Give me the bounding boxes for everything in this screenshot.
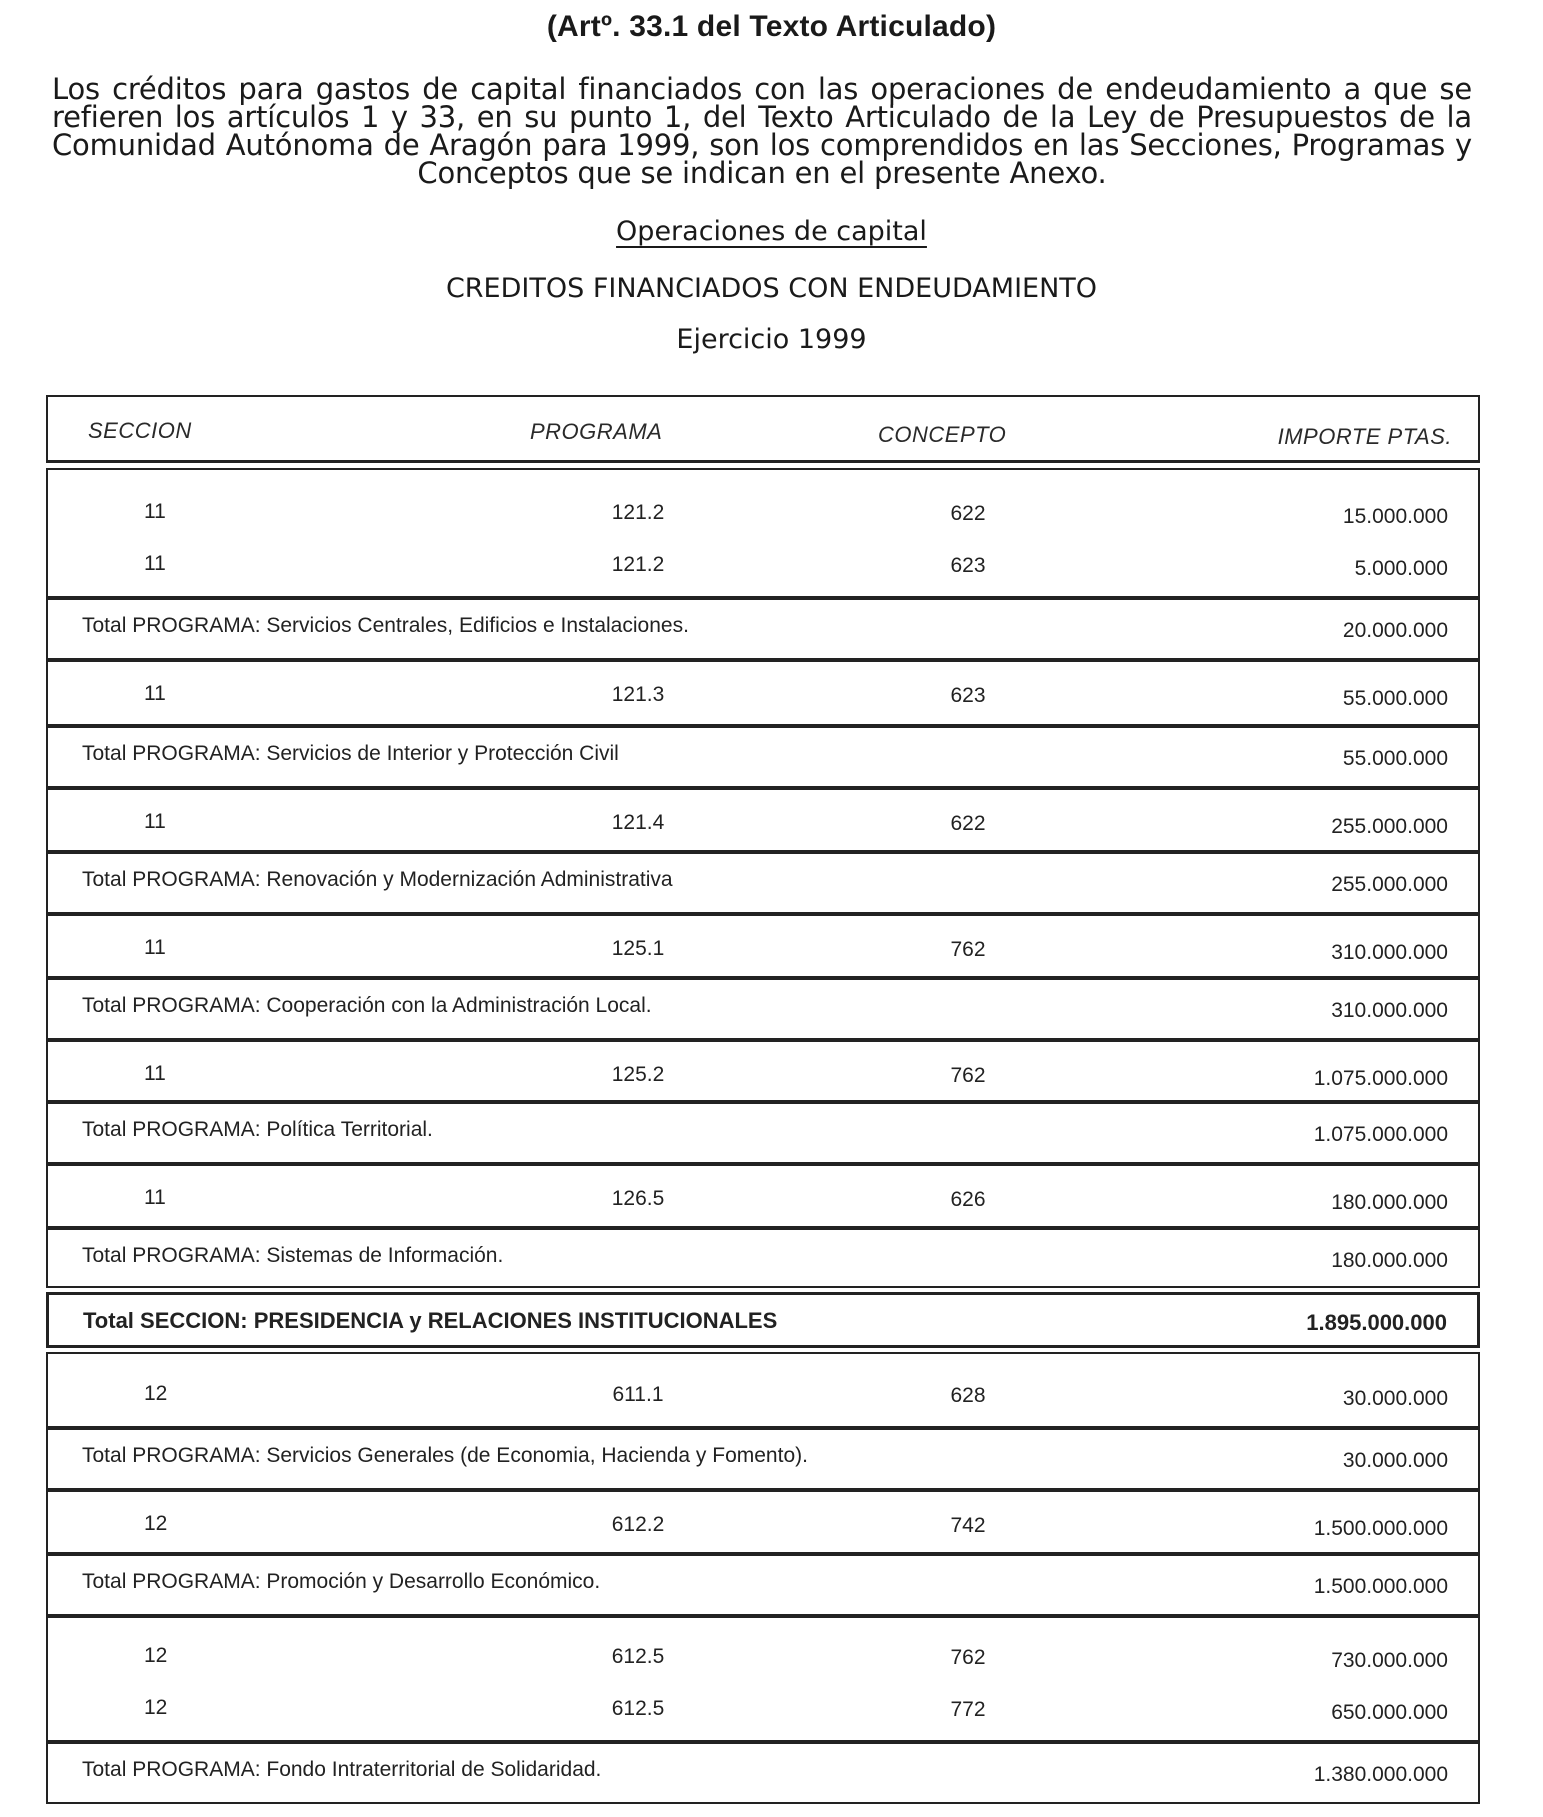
program-detail-block — [46, 788, 1480, 852]
cell-seccion: 11 — [144, 682, 166, 705]
program-detail-block — [46, 1164, 1480, 1228]
operations-title — [0, 216, 1543, 247]
cell-concepto: 623 — [950, 684, 986, 707]
cell-concepto: 742 — [950, 1514, 986, 1537]
cell-programa: 612.2 — [611, 1513, 665, 1536]
program-detail-block — [46, 1040, 1480, 1102]
main-title: CREDITOS FINANCIADOS CON ENDEUDAMIENTO — [445, 273, 1098, 304]
program-detail-block — [46, 914, 1480, 978]
year-title: Ejercicio 1999 — [676, 324, 867, 355]
cell-concepto: 623 — [950, 554, 986, 577]
header-seccion: SECCION — [88, 418, 192, 443]
program-total-label: Total PROGRAMA: Servicios Generales (de Economia, Hacienda y Fomento). — [82, 1444, 808, 1467]
program-total-label: Total PROGRAMA: Servicios de Interior y Protección Civil — [82, 742, 619, 765]
program-total-row — [46, 1228, 1480, 1288]
cell-importe: 5.000.000 — [1354, 557, 1448, 580]
program-total-label: Total PROGRAMA: Sistemas de Información. — [82, 1244, 504, 1267]
program-detail-block — [46, 660, 1480, 726]
cell-seccion: 12 — [144, 1512, 168, 1535]
program-total-row — [46, 726, 1480, 788]
cell-importe: 730.000.000 — [1331, 1649, 1448, 1672]
program-total-importe: 55.000.000 — [1342, 747, 1448, 770]
cell-programa: 121.4 — [611, 811, 665, 834]
program-total-importe: 180.000.000 — [1331, 1249, 1448, 1272]
program-total-importe: 1.380.000.000 — [1313, 1763, 1448, 1786]
cell-seccion: 11 — [144, 1186, 166, 1209]
cell-importe: 1.075.000.000 — [1313, 1067, 1448, 1090]
cell-importe: 310.000.000 — [1331, 941, 1448, 964]
intro-paragraph: Los créditos para gastos de capital financiados con las operaciones de endeudamiento a que se refieren los artículos 1 y 33, en su punto 1, del Texto Articulado de la Ley de Presupuestos de la Comunidad Autónoma de Aragón para 1999, son los comprendidos en las Secciones, Programas y Conceptos que se indican en el presente Anexo. — [52, 72, 1472, 190]
section-total-importe: 1.895.000.000 — [1306, 1310, 1447, 1335]
cell-programa: 121.2 — [611, 501, 665, 524]
program-total-label: Total PROGRAMA: Servicios Centrales, Edificios e Instalaciones. — [82, 614, 689, 637]
program-total-row — [46, 1102, 1480, 1164]
cell-programa: 125.2 — [611, 1063, 665, 1086]
cell-programa: 125.1 — [611, 937, 665, 960]
program-total-label: Total PROGRAMA: Renovación y Modernización Administrativa — [82, 868, 673, 891]
program-total-importe: 20.000.000 — [1342, 619, 1448, 642]
section-total-row — [46, 1292, 1480, 1348]
cell-programa: 612.5 — [611, 1645, 665, 1668]
section-total-label: Total SECCION: PRESIDENCIA y RELACIONES INSTITUCIONALES — [83, 1308, 778, 1333]
header-importe: IMPORTE PTAS. — [1277, 424, 1452, 449]
program-total-importe: 255.000.000 — [1331, 873, 1448, 896]
cell-concepto: 628 — [950, 1384, 986, 1407]
program-total-row — [46, 852, 1480, 914]
table-header — [46, 395, 1480, 463]
cell-importe: 255.000.000 — [1331, 815, 1448, 838]
cell-concepto: 622 — [950, 502, 986, 525]
program-total-row — [46, 1554, 1480, 1616]
cell-concepto: 772 — [950, 1698, 986, 1721]
cell-programa: 126.5 — [611, 1187, 665, 1210]
cell-seccion: 12 — [144, 1696, 168, 1719]
program-detail-block — [46, 468, 1480, 598]
cell-importe: 15.000.000 — [1342, 505, 1448, 528]
program-total-row — [46, 598, 1480, 660]
program-total-label: Total PROGRAMA: Política Territorial. — [82, 1118, 433, 1141]
program-detail-block — [46, 1616, 1480, 1742]
program-total-importe: 310.000.000 — [1331, 999, 1448, 1022]
program-total-label: Total PROGRAMA: Promoción y Desarrollo Económico. — [82, 1570, 601, 1593]
cell-seccion: 11 — [144, 936, 166, 959]
cell-importe: 180.000.000 — [1331, 1191, 1448, 1214]
program-total-importe: 1.500.000.000 — [1313, 1575, 1448, 1598]
cell-seccion: 11 — [144, 1062, 166, 1085]
cell-programa: 611.1 — [612, 1383, 664, 1406]
header-concepto: CONCEPTO — [878, 422, 1007, 447]
program-total-row — [46, 1428, 1480, 1490]
cell-importe: 650.000.000 — [1331, 1701, 1448, 1724]
program-total-row — [46, 978, 1480, 1040]
program-total-row — [46, 1742, 1480, 1804]
cell-programa: 612.5 — [611, 1697, 665, 1720]
cell-programa: 121.2 — [611, 553, 665, 576]
program-total-importe: 30.000.000 — [1342, 1449, 1448, 1472]
cell-seccion: 12 — [144, 1644, 168, 1667]
cell-concepto: 762 — [950, 938, 986, 961]
article-reference: (Artº. 33.1 del Texto Articulado) — [546, 10, 997, 43]
cell-concepto: 626 — [950, 1188, 986, 1211]
cell-importe: 55.000.000 — [1342, 687, 1448, 710]
cell-seccion: 11 — [144, 500, 166, 523]
cell-seccion: 11 — [144, 552, 166, 575]
cell-concepto: 762 — [950, 1064, 986, 1087]
cell-seccion: 12 — [144, 1382, 168, 1405]
cell-programa: 121.3 — [611, 683, 665, 706]
cell-importe: 1.500.000.000 — [1313, 1517, 1448, 1540]
program-detail-block — [46, 1352, 1480, 1428]
cell-concepto: 622 — [950, 812, 986, 835]
cell-concepto: 762 — [950, 1646, 986, 1669]
header-programa: PROGRAMA — [530, 419, 663, 444]
program-total-importe: 1.075.000.000 — [1313, 1123, 1448, 1146]
program-detail-block — [46, 1490, 1480, 1554]
program-total-label: Total PROGRAMA: Cooperación con la Administración Local. — [82, 994, 652, 1017]
cell-importe: 30.000.000 — [1342, 1387, 1448, 1410]
cell-seccion: 11 — [144, 810, 166, 833]
operations-title-text: Operaciones de capital — [616, 216, 927, 247]
program-total-label: Total PROGRAMA: Fondo Intraterritorial de Solidaridad. — [82, 1758, 602, 1781]
